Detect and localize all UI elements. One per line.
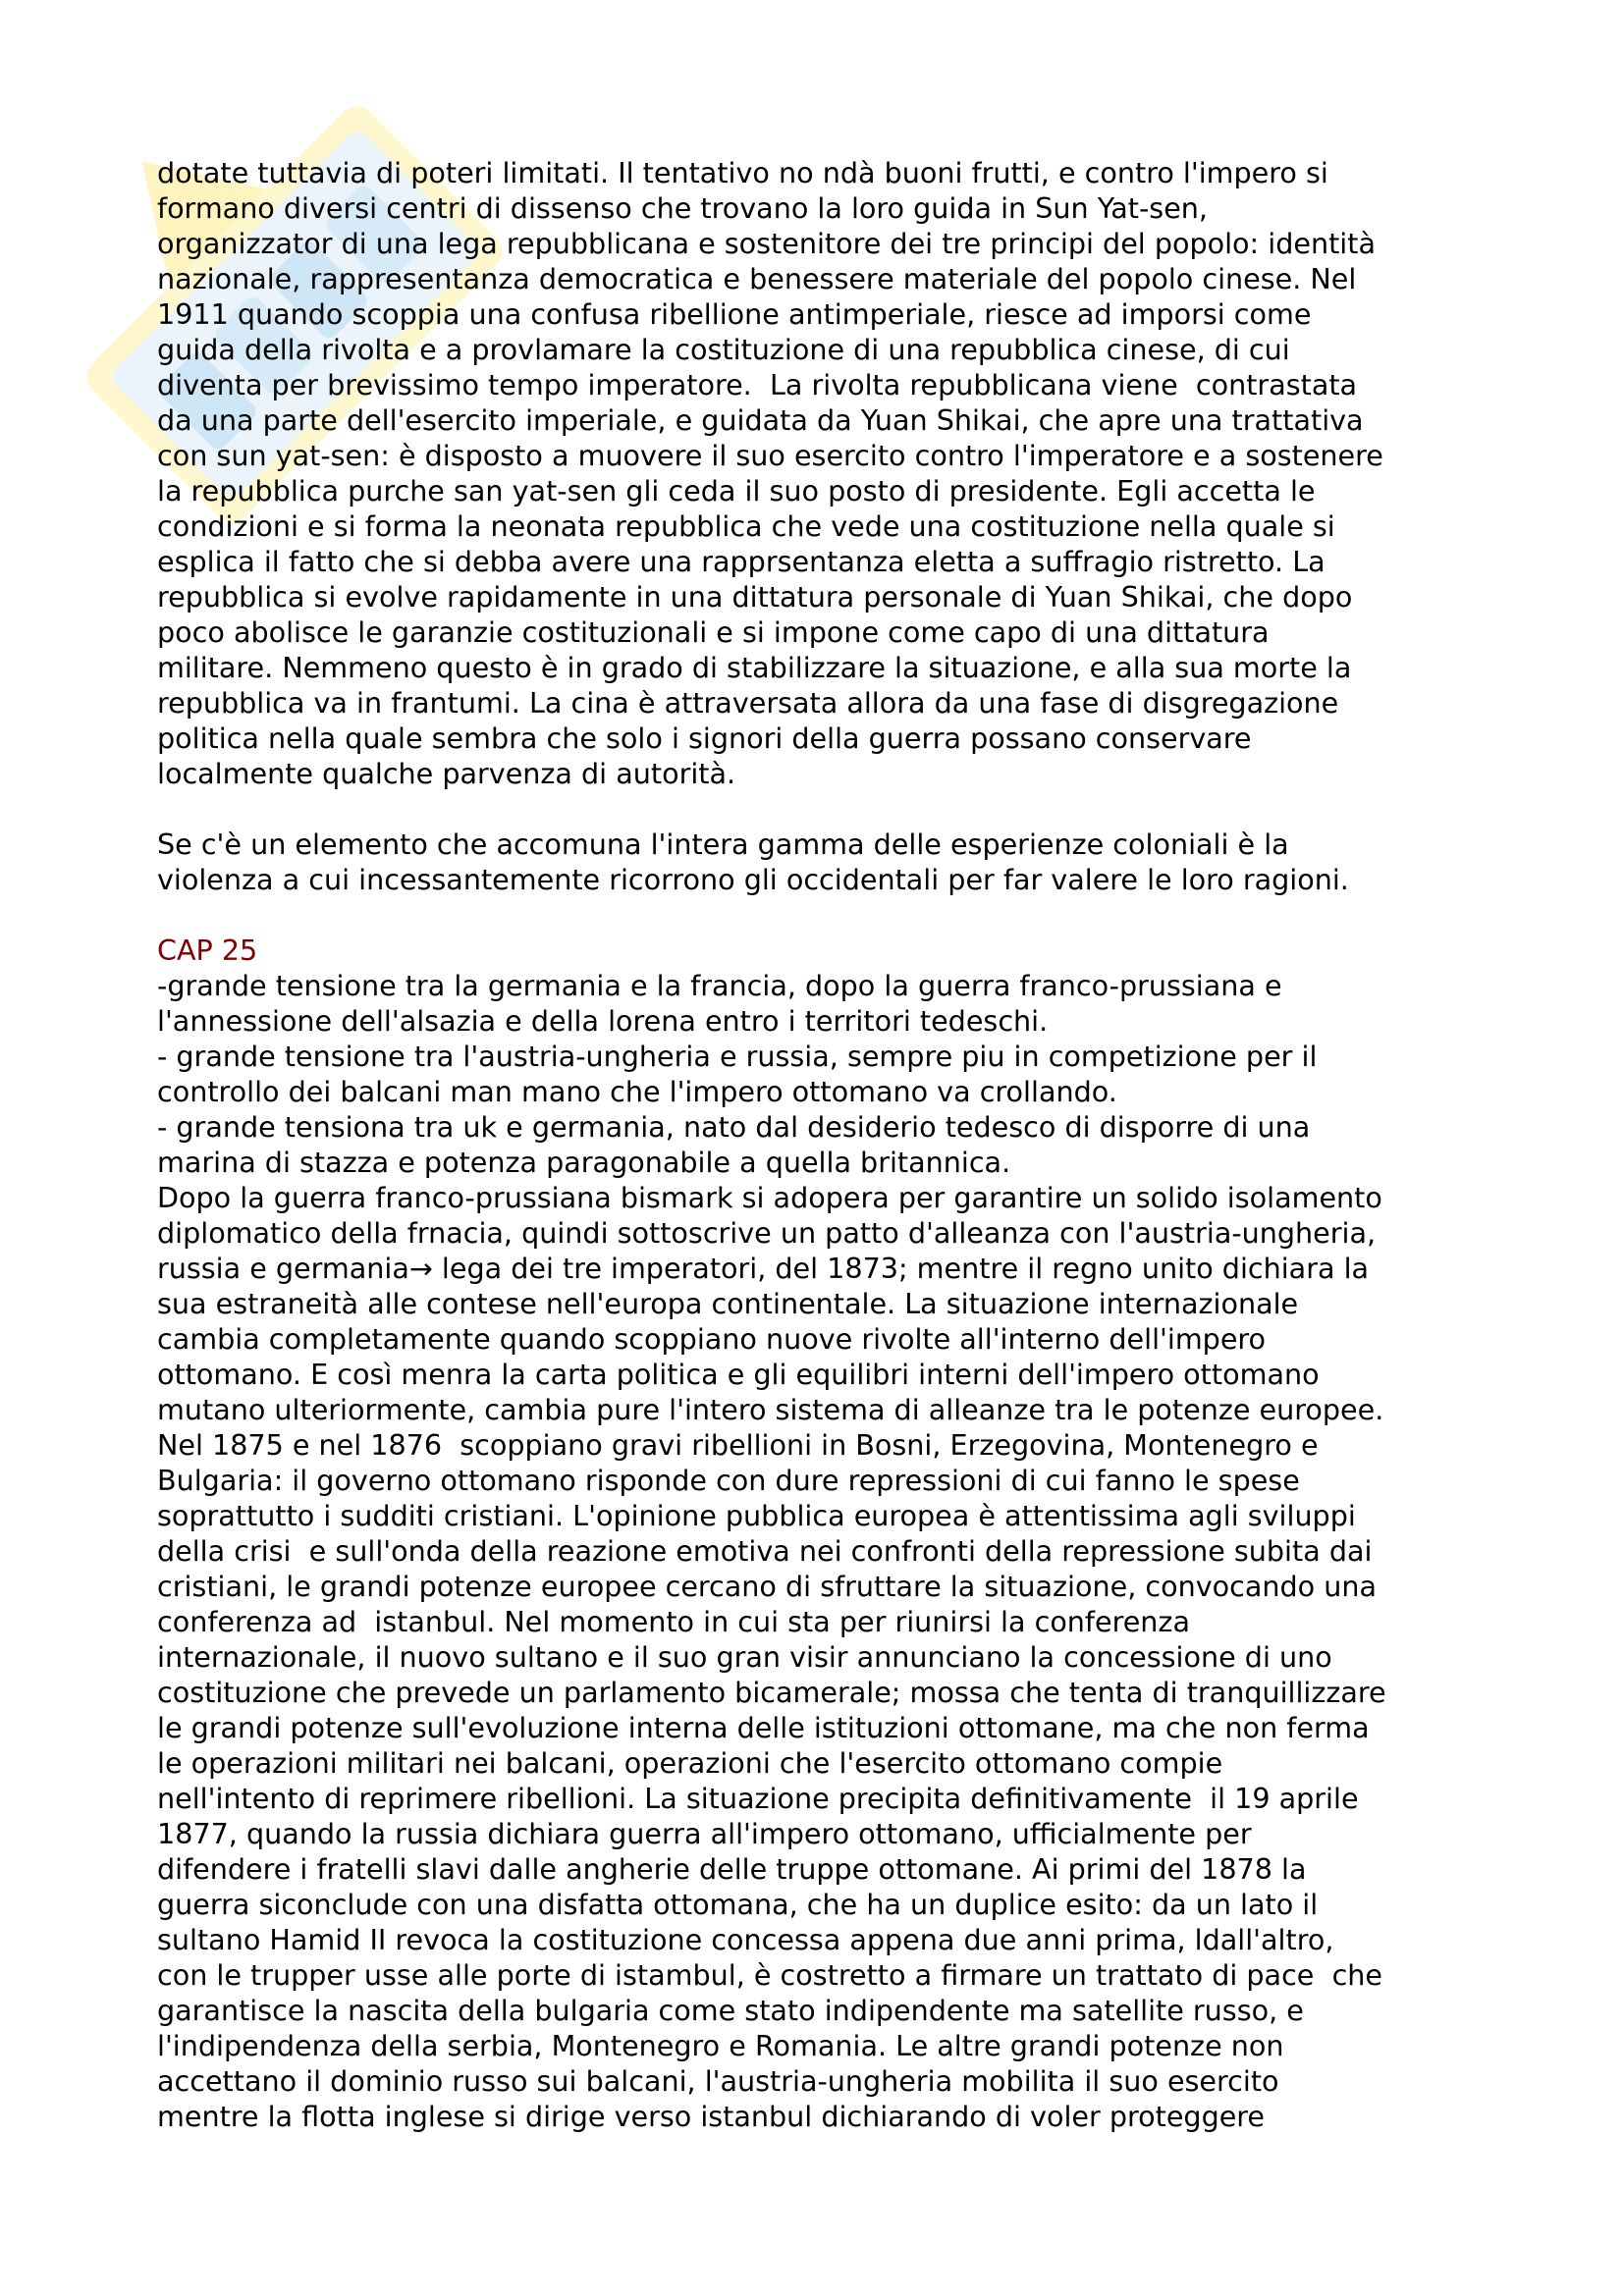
- paragraph-cap25: [157, 968, 1492, 2134]
- text-line: formano diversi centri di dissenso che trovano la loro guida in Sun Yat-sen,: [157, 191, 1209, 225]
- text-line: con sun yat-sen: è disposto a muovere il suo esercito contro l'imperatore e a sostenere: [157, 439, 1383, 472]
- text-line: 1911 quando scoppia una confusa ribellione antimperiale, riesce ad imporsi come: [157, 297, 1312, 331]
- text-line: da una parte dell'esercito imperiale, e guidata da Yuan Shikai, che apre una trattativa: [157, 403, 1364, 437]
- text-line: della crisi e sull'onda della reazione emotiva nei confronti della repressione subita dai: [157, 1534, 1373, 1568]
- document-body: [157, 155, 1492, 2134]
- text-line: esplica il fatto che si debba avere una rapprsentanza eletta a suffragio ristretto. La: [157, 545, 1325, 578]
- text-line: repubblica si evolve rapidamente in una dittatura personale di Yuan Shikai, che dopo: [157, 580, 1353, 614]
- text-line: mentre la flotta inglese si dirige verso istanbul dichiarando di voler proteggere: [157, 2100, 1266, 2133]
- text-line: garantisce la nascita della bulgaria come stato indipendente ma satellite russo, e: [157, 1994, 1304, 2027]
- text-line: guida della rivolta e a provlamare la costituzione di una repubblica cinese, di cui: [157, 333, 1290, 366]
- text-line: internazionale, il nuovo sultano e il suo gran visir annunciano la concessione di uno: [157, 1640, 1332, 1674]
- text-line: accettano il dominio russo sui balcani, l'austria-ungheria mobilita il suo esercito: [157, 2064, 1279, 2098]
- text-line: cristiani, le grandi potenze europee cercano di sfruttare la situazione, convocando una: [157, 1570, 1377, 1603]
- text-line: repubblica va in frantumi. La cina è attraversata allora da una fase di disgregazione: [157, 686, 1339, 720]
- text-line: 1877, quando la russia dichiara guerra all'impero ottomano, ufficialmente per: [157, 1817, 1252, 1850]
- paragraph-cina: [157, 155, 1492, 791]
- text-line: con le trupper usse alle porte di istambul, è costretto a firmare un trattato di pace che: [157, 1958, 1383, 1992]
- text-line: difendere i fratelli slavi dalle angherie delle truppe ottomane. Ai primi del 1878 la: [157, 1852, 1307, 1886]
- text-line: nazionale, rappresentanza democratica e benessere materiale del popolo cinese. Nel: [157, 262, 1357, 295]
- text-line: poco abolisce le garanzie costituzionali e si impone come capo di una dittatura: [157, 615, 1270, 649]
- text-line: soprattutto i sudditi cristiani. L'opinione pubblica europea è attentissima agli sviluppi: [157, 1499, 1356, 1532]
- text-line: politica nella quale sembra che solo i signori della guerra possano conservare: [157, 721, 1252, 755]
- text-line: Bulgaria: il governo ottomano risponde con dure repressioni di cui fanno le spese: [157, 1464, 1300, 1497]
- text-line: localmente qualche parvenza di autorità.: [157, 757, 736, 790]
- text-line: l'annessione dell'alsazia e della lorena entro i territori tedeschi.: [157, 1004, 1049, 1038]
- text-line: diventa per brevissimo tempo imperatore. La rivolta repubblicana viene contrastata: [157, 368, 1358, 401]
- paragraph-colonial-violence: [157, 827, 1492, 897]
- text-line: nell'intento di reprimere ribellioni. La situazione precipita definitivamente il 19 aprile: [157, 1782, 1359, 1815]
- text-line: condizioni e si forma la neonata repubblica che vede una costituzione nella quale si: [157, 509, 1335, 543]
- text-line: organizzator di una lega repubblicana e sostenitore dei tre principi del popolo: identità: [157, 227, 1376, 260]
- text-line: cambia completamente quando scoppiano nuove rivolte all'interno dell'impero: [157, 1322, 1267, 1356]
- text-line: - grande tensiona tra uk e germania, nato dal desiderio tedesco di disporre di una: [157, 1110, 1311, 1144]
- text-line: controllo dei balcani man mano che l'impero ottomano va crollando.: [157, 1075, 1117, 1108]
- text-line: militare. Nemmeno questo è in grado di stabilizzare la situazione, e alla sua morte la: [157, 651, 1352, 684]
- text-line: la repubblica purche san yat-sen gli ceda il suo posto di presidente. Egli accetta le: [157, 474, 1316, 507]
- text-line: conferenza ad istanbul. Nel momento in cui sta per riunirsi la conferenza: [157, 1605, 1190, 1638]
- text-line: ottomano. E così menra la carta politica e gli equilibri interni dell'impero ottomano: [157, 1358, 1320, 1391]
- paragraph-spacer: [157, 791, 1492, 827]
- text-line: Se c'è un elemento che accomuna l'intera gamma delle esperienze coloniali è la: [157, 828, 1289, 861]
- text-line: guerra siconclude con una disfatta ottomana, che ha un duplice esito: da un lato il: [157, 1888, 1319, 1921]
- text-line: - grande tensione tra l'austria-ungheria e russia, sempre piu in competizione per il: [157, 1040, 1318, 1073]
- text-line: marina di stazza e potenza paragonabile a quella britannica.: [157, 1146, 1011, 1179]
- text-line: Dopo la guerra franco-prussiana bismark si adopera per garantire un solido isolamento: [157, 1181, 1382, 1214]
- text-line: le operazioni militari nei balcani, operazioni che l'esercito ottomano compie: [157, 1746, 1223, 1780]
- text-line: sultano Hamid II revoca la costituzione concessa appena due anni prima, ldall'altro,: [157, 1923, 1334, 1956]
- text-line: costituzione che prevede un parlamento bicamerale; mossa che tenta di tranquillizzare: [157, 1676, 1386, 1709]
- text-line: l'indipendenza della serbia, Montenegro e Romania. Le altre grandi potenze non: [157, 2029, 1284, 2062]
- text-line: diplomatico della frnacia, quindi sottoscrive un patto d'alleanza con l'austria-ungheria,: [157, 1216, 1377, 1250]
- text-line: russia e germania→ lega dei tre imperatori, del 1873; mentre il regno unito dichiara la: [157, 1252, 1370, 1285]
- text-line: le grandi potenze sull'evoluzione interna delle istituzioni ottomane, ma che non ferma: [157, 1711, 1370, 1744]
- text-line: sua estraneità alle contese nell'europa continentale. La situazione internazionale: [157, 1287, 1299, 1320]
- chapter-heading: CAP 25: [157, 934, 258, 967]
- text-line: mutano ulteriormente, cambia pure l'intero sistema di alleanze tra le potenze europee.: [157, 1393, 1384, 1426]
- text-line: violenza a cui incessantemente ricorrono gli occidentali per far valere le loro ragioni.: [157, 863, 1349, 896]
- text-line: dotate tuttavia di poteri limitati. Il tentativo no ndà buoni frutti, e contro l'impero si: [157, 156, 1328, 189]
- paragraph-spacer: [157, 897, 1492, 933]
- text-line: -grande tensione tra la germania e la francia, dopo la guerra franco-prussiana e: [157, 969, 1282, 1002]
- text-line: Nel 1875 e nel 1876 scoppiano gravi ribellioni in Bosni, Erzegovina, Montenegro e: [157, 1428, 1319, 1462]
